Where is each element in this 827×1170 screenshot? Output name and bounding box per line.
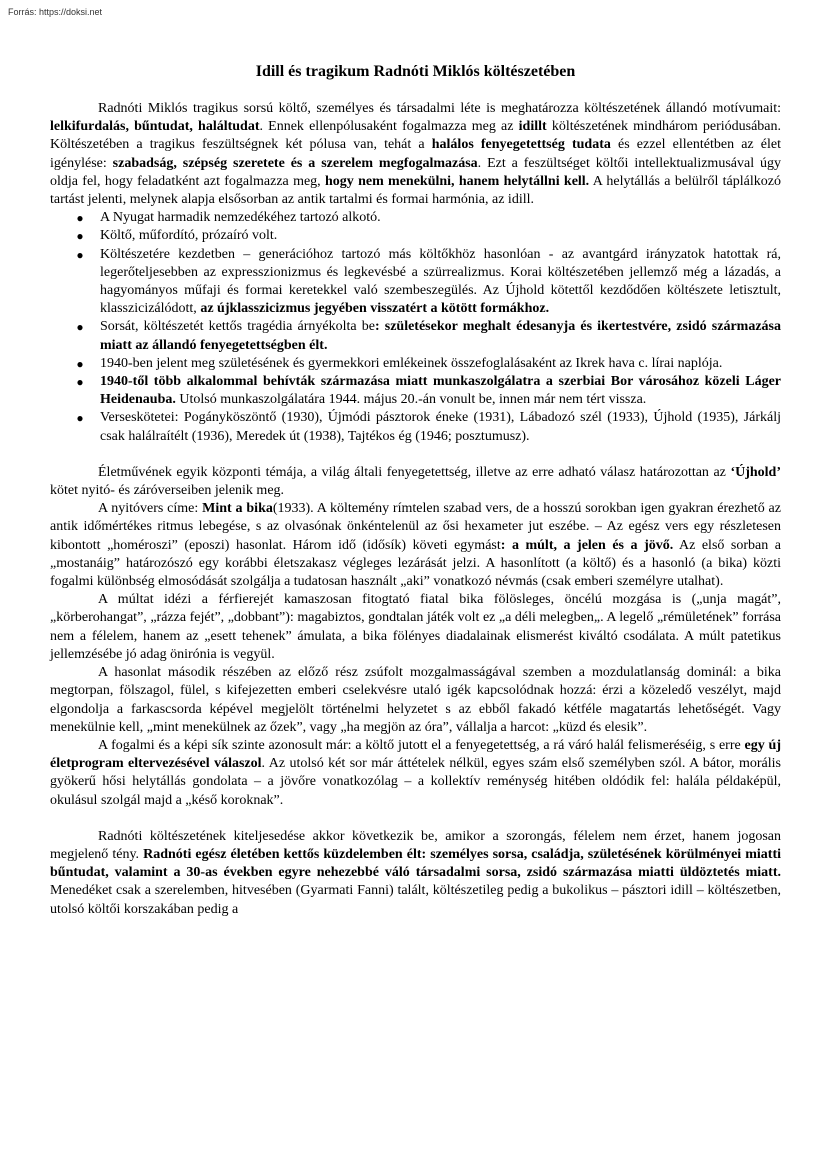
text-run: Verseskötetei: Pogányköszöntő (1930), Újmódi pásztorok éneke (1931), Lábadozó szél (1933), Újhold (1935), Járkálj csak halálraítélt (1936), Meredek út (1938), Tajtékos ég (1946; posztumusz). [100,410,781,444]
bullet-icon: ● [76,320,84,335]
bullet-icon: ● [76,375,84,390]
bold-text-run: 1940-től több alkalommal behívták származása miatt munkaszolgálatra a szerbiai Bor városához közeli Láger Heidenauba. [100,374,781,408]
bullet-list [50,209,781,446]
list-item-text [100,319,781,352]
text-run: A fogalmi és a képi sík szinte azonosult már: a költő jutott el a fenyegetettség, a rá váró halál felismeréséig, s erre [98,737,745,753]
list-item [76,409,781,445]
text-run: Utolsó munkaszolgálatára 1944. május 20.-án vonult be, innen már nem tért vissza. [175,392,647,408]
bold-text-run: az újklasszicizmus jegyében visszatért a kötött formákhoz. [200,301,550,317]
text-run: Életművének egyik központi témája, a világ általi fenyegetettség, illetve az erre adható válasz határozottan az [98,464,731,480]
text-run: A múltat idézi a férfierejét kamaszosan fitogtató fiatal bika fölösleges, öncélú mozgása is („unja magát”, „körberohangat”, „rázza fejét”, „dobbant”): magabiztos, gondtalan játék volt ez „a déli melegben„. A legelő „rémületének” forrása nem a félelem, hanem az „esett tehenek” ámulata, a bika fölényes diadalainak elismerést kiváltó csodálata. A múlt patetikus jellemzésébe jó adag önirónia is vegyül. [50,592,781,662]
list-item-text [100,374,781,407]
list-item-text [100,410,781,443]
document-page [50,62,781,919]
list-item [76,373,781,409]
text-run: Menedéket csak a szerelemben, hitvesében (Gyarmati Fanni) talált, költészetileg pedig a bukolikus – pásztori idill – költészetben, utolsó költői korszakában pedig a [50,883,781,917]
bold-text-run: : a múlt, a jelen és a jövő. [500,537,674,553]
list-item-text [100,356,722,371]
list-item-text [100,228,277,243]
bold-text-run: lelkifurdalás, bűntudat, haláltudat [50,119,260,135]
list-item [76,227,781,245]
text-run: . Ennek ellenpólusaként fogalmazza meg az [259,119,519,135]
list-item-text [100,247,781,317]
text-run: A Nyugat harmadik nemzedékéhez tartozó alkotó. [100,210,381,226]
text-run: . Ezt a feszültséget költői intellektualizmusával úgy oldja fel, hogy feladatként azt fogalmazza meg, [50,155,781,189]
bullet-icon: ● [76,247,84,262]
bold-text-run: halálos fenyegetettség tudata [431,137,611,153]
text-run: kötet nyitó- és záróverseiben jelenik meg. [50,483,285,499]
bullet-icon: ● [76,211,84,226]
list-item [76,246,781,319]
bold-text-run: ‘Újhold’ [730,464,781,480]
text-run: . Az utolsó két sor már áttételek nélkül, egyes szám első személyben szól. A bátor, morális gyökerű hősi helytállás gondolata – a jövőre vonatkozólag – a kollektív reménység hitében oldódik fel: halála példaképül, okulásul szolgál majd a „késő koroknak”. [50,756,781,808]
bold-text-run: Radnóti egész életében kettős küzdelemben élt: személyes sorsa, családja, születésének körülményei miatti bűntudat, valamint a 30-as években egyre nehezebbé váló társadalmi sorsa, zsidó származása miatti üldöztetés miatt. [50,846,781,881]
text-run: és ezzel ellentétben az élet igénylése: [50,137,781,171]
text-run: 1940-ben jelent meg születésének és gyermekkori emlékeinek összefoglalásaként az Ikrek hava c. lírai naplója. [100,355,723,371]
bold-text-run: idillt [518,119,547,135]
body-paragraph [50,664,781,737]
text-run: A nyitóvers címe: [98,501,203,517]
body-paragraph [50,464,781,500]
body-paragraph [50,500,781,591]
page-title: Idill és tragikum Radnóti Miklós költészetében [255,63,576,80]
text-run: költészetének mindhárom periódusában. Költészetében a tragikus feszültségnek két pólusa van, tehát a [50,119,782,153]
text-run: A helytállás a belülről táplálkozó tartást jelenti, melynek alapja elsősorban az antik tartalmi és formai harmónia, az idill. [50,173,781,208]
body-paragraph [50,737,781,810]
bold-text-run: szabadság, szépség szeretete és a szerelem megfogalmazása [112,155,478,171]
text-run: Költő, műfordító, prózaíró volt. [100,228,278,244]
text-run: A hasonlat második részében az előző rész zsúfolt mozgalmasságával szemben a mozdulatlanság dominál: a bika megtorpan, fölszagol, fülel, s kifejezetten emberi cselekvésre utaló igék kapcsolódnak hozzá: érzi a közeledő veszélyt, majd elgondolja a farkascsorda képével megjelölt történelmi helyzetet s az ebből fakadó kétféle magatartás lehetőségét. Vagy menekülnie kell, „mint menekülnek az őzek”, vagy „ha megjön az óra”, vállalja a harcot: „küzd és elesik”. [50,665,781,735]
bullet-icon: ● [76,229,84,244]
bold-text-run: Mint a bika [202,501,273,517]
text-run: (1933). A költemény rímtelen szabad vers, de a hosszú sorokban igen gyakran érezhető az antik időmértékes ritmus lebegése, s az olvasónak önkéntelenül az ősi hexameter jut eszébe. – Az egész vers egy részletesen kibontott „homéroszi” (eposzi) hasonlat. Három idő (idősík) követi egymást [50,501,781,553]
bold-text-run: egy új életprogram eltervezésével válaszol [50,737,781,772]
list-item [76,209,781,227]
text-run: Költészetére kezdetben – generációhoz tartozó más költőkhöz hasonlóan - az avantgárd irányzatok hatottak rá, legerőteljesebben az expresszionizmus és legkevésbé a szürrealizmus. Korai költészetében jellemző még a lázadás, a hagyományos műfaji és formai keretekkel való szembeszegülés. Az Újhold kötettől kezdődően költészete letisztult, klasszicizálódott, [100,246,781,317]
list-item [76,355,781,373]
text-run: Sorsát, költészetét kettős tragédia árnyékolta be [100,319,375,335]
bold-text-run: hogy nem menekülni, hanem helytállni kell. [324,173,590,189]
body-paragraph [50,591,781,664]
list-item-text [100,210,381,225]
body-paragraph [50,828,781,919]
bullet-icon: ● [76,356,84,371]
bold-text-run: : születésekor meghalt édesanyja és ikertestvére, zsidó származása miatt az állandó fenyegetettségben élt. [100,319,781,353]
text-run: Az első sorban a „mostanáig” határozószó egy korábbi életszakasz végleges lezárását jelzi. A hasonlított (a költő) és a hasonló (a bika) közti fogalmi különbség elmosódását szolgálja a tudatosan használt „aki” vonatkozó névmás (csak emberi személyre utalhat). [50,537,781,590]
source-line: Forrás: https://doksi.net [8,7,103,17]
text-run: Radnóti Miklós tragikus sorsú költő, személyes és társadalmi léte is meghatározza költészetének állandó motívumait: [98,101,781,116]
bullet-icon: ● [76,411,84,426]
intro-paragraph [50,100,781,209]
list-item [76,318,781,354]
text-run: Radnóti költészetének kiteljesedése akkor következik be, amikor a szorongás, félelem nem érzet, hanem jogosan megjelenő tény. [50,828,781,862]
